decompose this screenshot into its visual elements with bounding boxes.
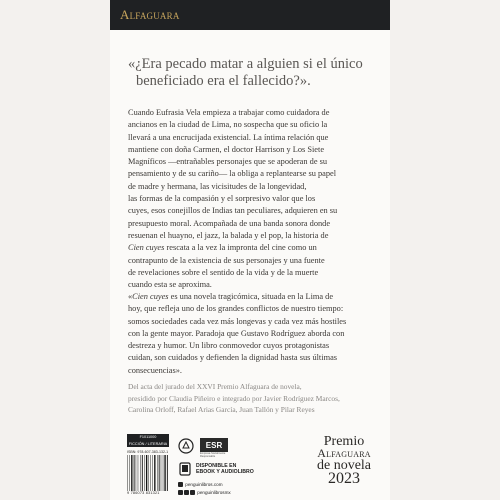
barcode-bar [134,455,135,491]
classification-code: F1011000 [139,435,157,440]
text-line: contrapunto de la existencia de sus personajes y una fuente [128,255,325,265]
instagram-icon [190,490,195,495]
barcode-bar [142,455,143,491]
text-line: mantiene con doña Carmen, el doctor Harrison y Los Siete [128,144,325,154]
quote-line: beneficiado era el fallecido?». [136,73,311,89]
text-line: de madre y hermana, las vicisitudes de la longevidad, [128,181,307,191]
esr-logo-icon [200,438,228,452]
prize-line: Premio [323,434,365,449]
barcode-bar [164,455,165,491]
text-line: Cuando Eufrasia Vela empieza a trabajar como cuidadora de [128,108,330,117]
barcode-bar [167,455,168,491]
text-line: con la gente mayor. Paradoja que Gustavo Rodríguez aborda con [128,328,345,338]
globe-icon [178,482,183,487]
twitter-icon [184,490,189,495]
pull-quote [128,56,378,90]
barcode-digits: 9 786073 831321 [127,491,160,495]
barcode-bar [146,455,147,491]
text-line: «Cien cuyes es una novela tragicómica, situada en la Lima de [128,292,334,301]
jury-line: presidido por Claudia Piñeiro e integrado por Javier Rodríguez Marcos, [128,393,340,403]
isbn: ISBN: 978-607-383-132-1 [127,450,169,454]
ebook-line: EBOOK Y AUDIOLIBRO [196,469,254,476]
classification-label [127,434,169,447]
text-line: de revelaciones sobre el sentido de la vida y de la muerte [128,267,319,277]
text-line: las formas de la compasión y el sorpresivo valor que los [128,194,316,204]
website-link[interactable] [178,482,223,487]
ebook-availability [196,463,254,476]
esr-label: Empresa Socialmente Responsable [200,452,226,458]
text-line: ancianos en la ciudad de Lima, no sospecha que su oficio la [128,120,328,130]
jury-line: Carolina Orloff, Rafael Arias García, Juan Tallón y Pilar Reyes [128,405,315,415]
jury-line: Del acta del jurado del XXVI Premio Alfaguara de novela, [128,382,302,391]
synopsis [128,107,378,291]
text-line: Magníficos —entrañables personajes que se apoderan de su [128,157,328,167]
text-line: presupuesto moral. Acompañada de una banda sonora donde [128,218,331,228]
text-line: llevará a una encrucijada existencial. La íntima relación que [128,132,329,142]
barcode-bar [131,455,132,491]
jury-attribution [128,381,378,416]
prize-logo [306,436,382,486]
prize-line: de novela [316,458,372,473]
recycle-icon [178,438,194,454]
prize-year: 2023 [328,470,360,487]
text-line: somos sociedades cada vez más longevas y cada vez más hostiles [128,316,347,326]
text-line: consecuencias». [128,365,182,375]
ebook-icon [178,462,192,476]
barcode-block [127,434,169,497]
publisher-logo: Alfaguara [120,7,180,22]
barcode-icon [127,455,169,491]
barcode-bar [154,455,155,491]
barcode-bar [159,455,160,491]
text-line: cuando esta se aproxima. [128,280,212,290]
social-text: penguinlibrosmx [197,490,231,495]
social-handle[interactable] [178,490,231,495]
classification-genre: FICCIÓN / LITERARIA [128,441,168,446]
jury-review [128,291,378,377]
facebook-icon [178,490,183,495]
text-line: pensamiento y de su cariño— la obliga a replantearse su papel [128,169,337,179]
text-line: cuyes, esos conejillos de Indias tan peculiares, adquieren en su [128,206,338,216]
quote-line: «¿Era pecado matar a alguien si el único [128,56,363,72]
text-line: cuidan, son cuidados y defienden la dignidad hasta sus últimas [128,353,338,363]
availability-block [178,438,298,495]
website-text: penguinlibros.com [185,482,223,487]
text-line: Cien cuyes rescata a la vez la impronta del cine como un [128,243,317,253]
text-line: destreza y humor. Un libro conmovedor cuyos protagonistas [128,341,330,351]
svg-text:ESR: ESR [205,441,223,450]
prize-line: Alfaguara [317,446,371,460]
top-band [110,0,390,30]
text-line: hoy, que refleja uno de los grandes conflictos de nuestro tiempo: [128,304,344,314]
text-line: resuenan el huayno, el jazz, la balada y el pop, la historia de [128,230,329,240]
ebook-line: DISPONIBLE EN [196,463,237,469]
back-cover [110,0,390,500]
